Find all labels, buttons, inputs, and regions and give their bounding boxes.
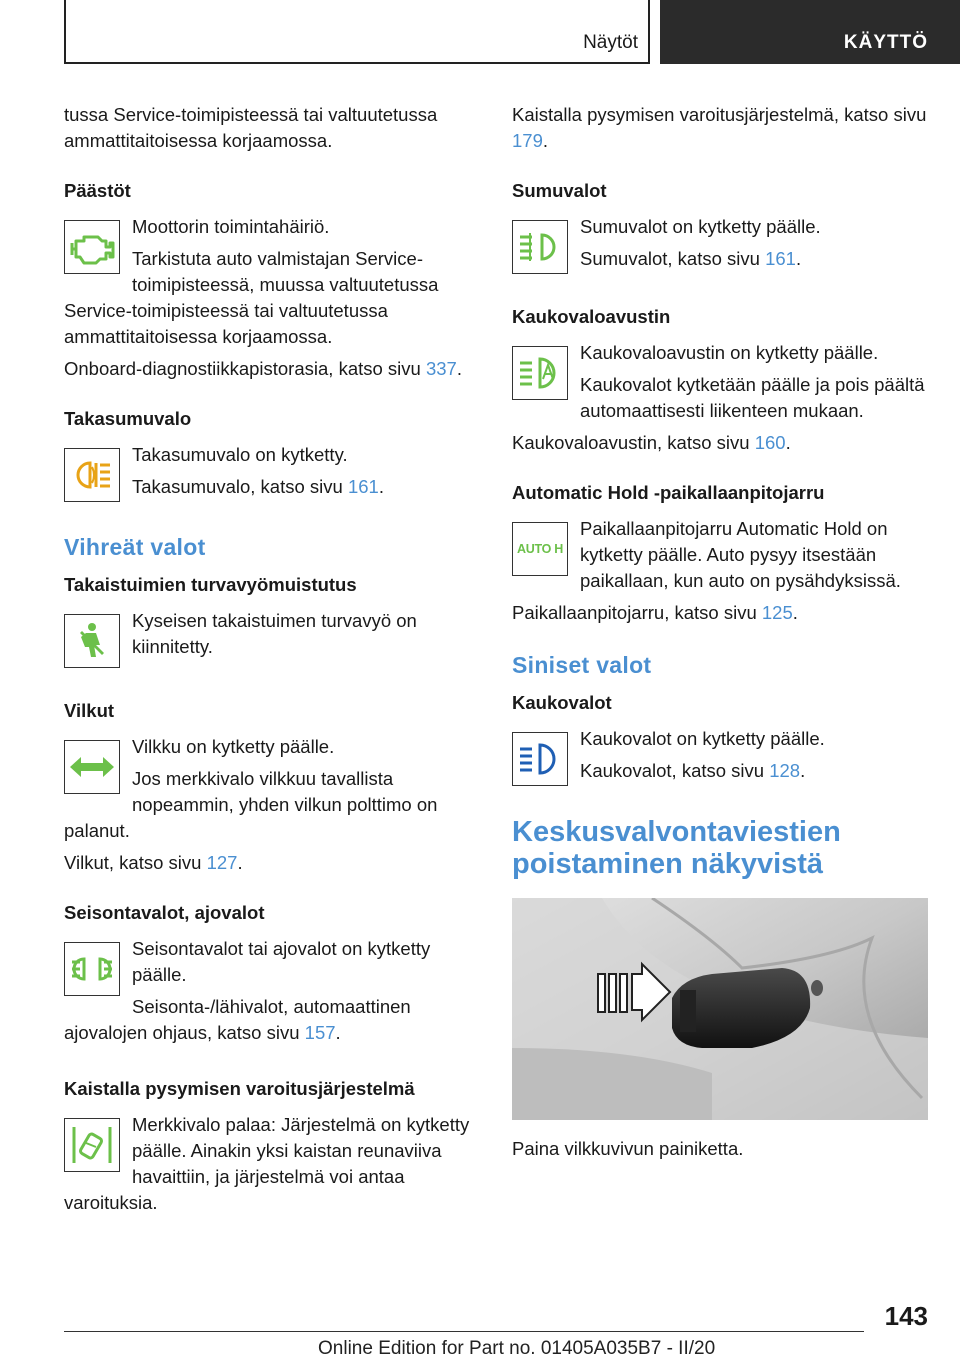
kaukovaloavustin-ref: Kaukovaloavustin, katso sivu 160. bbox=[512, 432, 791, 453]
turn-signal-lever-photo bbox=[512, 898, 928, 1120]
seisonta-heading: Seisontavalot, ajovalot bbox=[64, 902, 265, 923]
page-link-160[interactable]: 160 bbox=[754, 432, 786, 453]
chapter-title: KÄYTTÖ bbox=[843, 32, 928, 53]
footer-divider bbox=[64, 1331, 864, 1332]
paastot-heading: Päästöt bbox=[64, 180, 131, 201]
page-link-127[interactable]: 127 bbox=[206, 852, 238, 873]
photo-caption: Paina vilkkuvivun painiketta. bbox=[512, 1138, 744, 1159]
rear-fog-light-icon bbox=[64, 448, 120, 502]
turn-signal-icon bbox=[64, 740, 120, 794]
intro-text: tussa Service-toimipisteessä tai valtuutetussa ammattitaitoisessa korjaamossa. bbox=[64, 104, 438, 151]
autohold-item bbox=[512, 516, 928, 600]
vilkut-item bbox=[64, 734, 478, 850]
page-link-157[interactable]: 157 bbox=[304, 1022, 336, 1043]
takasumuvalo-line1: Takasumuvalo on kytketty. bbox=[132, 444, 348, 465]
page-link-161[interactable]: 161 bbox=[347, 476, 379, 497]
parking-lights-icon bbox=[64, 942, 120, 996]
page-link-161b[interactable]: 161 bbox=[765, 248, 796, 269]
seatbelt-icon bbox=[64, 614, 120, 668]
footer-edition: Online Edition for Part no. 01405A035B7 - II/20 bbox=[318, 1338, 716, 1359]
seisonta-line2: Seisonta-/lähivalot, automaattinen ajovalojen ohjaus, katso sivu 157. bbox=[64, 996, 411, 1043]
autohold-line1: Paikallaanpitojarru Automatic Hold on kytketty päälle. Auto pysyy itsestään paikallaan, kun auto on pysähdyksissä. bbox=[580, 518, 901, 591]
seatbelt-heading: Takaistuimien turvavyömuistutus bbox=[64, 574, 357, 595]
kaukovaloavustin-item bbox=[512, 340, 928, 430]
kaukovalot-heading: Kaukovalot bbox=[512, 692, 612, 713]
kaista-item bbox=[64, 1112, 478, 1222]
high-beam-icon bbox=[512, 732, 568, 786]
lane-departure-icon bbox=[64, 1118, 120, 1172]
blue-lights-heading: Siniset valot bbox=[512, 652, 652, 678]
auto-hold-icon bbox=[512, 522, 568, 576]
vilkut-line1: Vilkku on kytketty päälle. bbox=[132, 736, 335, 757]
green-lights-heading: Vihreät valot bbox=[64, 534, 206, 560]
section-heading: Keskusvalvontaviestien poistaminen näkyvistä bbox=[512, 816, 841, 880]
kaukovalot-item bbox=[512, 726, 928, 792]
kaista-line1: Merkkivalo palaa: Järjestelmä on kytketty päälle. Ainakin yksi kaistan reunaviiva havaittiin, ja järjestelmä voi antaa varoituksia. bbox=[64, 1114, 470, 1213]
autohold-ref: Paikallaanpitojarru, katso sivu 125. bbox=[512, 602, 798, 623]
paastot-ref: Onboard-diagnostiikkapistorasia, katso sivu 337. bbox=[64, 358, 462, 379]
seatbelt-item bbox=[64, 608, 478, 674]
kaukovaloavustin-heading: Kaukovaloavustin bbox=[512, 306, 671, 327]
engine-malfunction-icon bbox=[64, 220, 120, 274]
takasumuvalo-item bbox=[64, 442, 478, 508]
page-link-337[interactable]: 337 bbox=[425, 358, 457, 379]
auto-hold-icon-label: AUTO H bbox=[517, 542, 563, 556]
page-link-125[interactable]: 125 bbox=[761, 602, 793, 623]
page-link-179[interactable]: 179 bbox=[512, 130, 543, 151]
kaukovalot-line2: Kaukovalot, katso sivu 128. bbox=[580, 760, 806, 781]
left-column bbox=[64, 102, 478, 1222]
high-beam-assist-icon bbox=[512, 346, 568, 400]
vilkut-heading: Vilkut bbox=[64, 700, 115, 721]
paastot-line1: Moottorin toimintahäiriö. bbox=[132, 216, 330, 237]
kaista-ref: Kaistalla pysymisen varoitusjärjestelmä, katso sivu 179. bbox=[512, 104, 927, 151]
section-title: Näytöt bbox=[583, 32, 638, 53]
autohold-heading: Automatic Hold -paikallaanpitojarru bbox=[512, 482, 825, 503]
sumuvalot-line2: Sumuvalot, katso sivu 161. bbox=[580, 248, 802, 269]
sumuvalot-item bbox=[512, 214, 928, 280]
paastot-line2: Tarkistuta auto valmistajan Service-toimipisteessä, muussa valtuutetussa Service-toimipisteessä tai valtuutetussa ammattitaitoisessa korjaamossa. bbox=[64, 248, 439, 347]
sumuvalot-line1: Sumuvalot on kytketty päälle. bbox=[580, 216, 821, 237]
seisonta-item bbox=[64, 936, 478, 1052]
paastot-item bbox=[64, 214, 478, 356]
takasumuvalo-line2: Takasumuvalo, katso sivu 161. bbox=[132, 476, 384, 497]
right-column bbox=[512, 102, 928, 1168]
header-section-box bbox=[64, 0, 650, 64]
vilkut-ref: Vilkut, katso sivu 127. bbox=[64, 852, 243, 873]
page-number: 143 bbox=[884, 1301, 928, 1331]
vilkut-line2: Jos merkkivalo vilkkuu tavallista nopeammin, yhden vilkun polttimo on palanut. bbox=[64, 768, 438, 841]
kaukovaloavustin-line2: Kaukovalot kytketään päälle ja pois päältä automaattisesti liikenteen mukaan. bbox=[580, 374, 925, 421]
takasumuvalo-heading: Takasumuvalo bbox=[64, 408, 192, 429]
kaukovaloavustin-line1: Kaukovaloavustin on kytketty päälle. bbox=[580, 342, 879, 363]
front-fog-light-icon bbox=[512, 220, 568, 274]
seisonta-line1: Seisontavalot tai ajovalot on kytketty päälle. bbox=[132, 938, 431, 985]
seatbelt-line1: Kyseisen takaistuimen turvavyö on kiinnitetty. bbox=[132, 610, 417, 657]
kaukovalot-line1: Kaukovalot on kytketty päälle. bbox=[580, 728, 825, 749]
page-link-128[interactable]: 128 bbox=[769, 760, 801, 781]
sumuvalot-heading: Sumuvalot bbox=[512, 180, 607, 201]
chapter-tab bbox=[660, 0, 960, 64]
kaista-heading: Kaistalla pysymisen varoitusjärjestelmä bbox=[64, 1078, 415, 1099]
